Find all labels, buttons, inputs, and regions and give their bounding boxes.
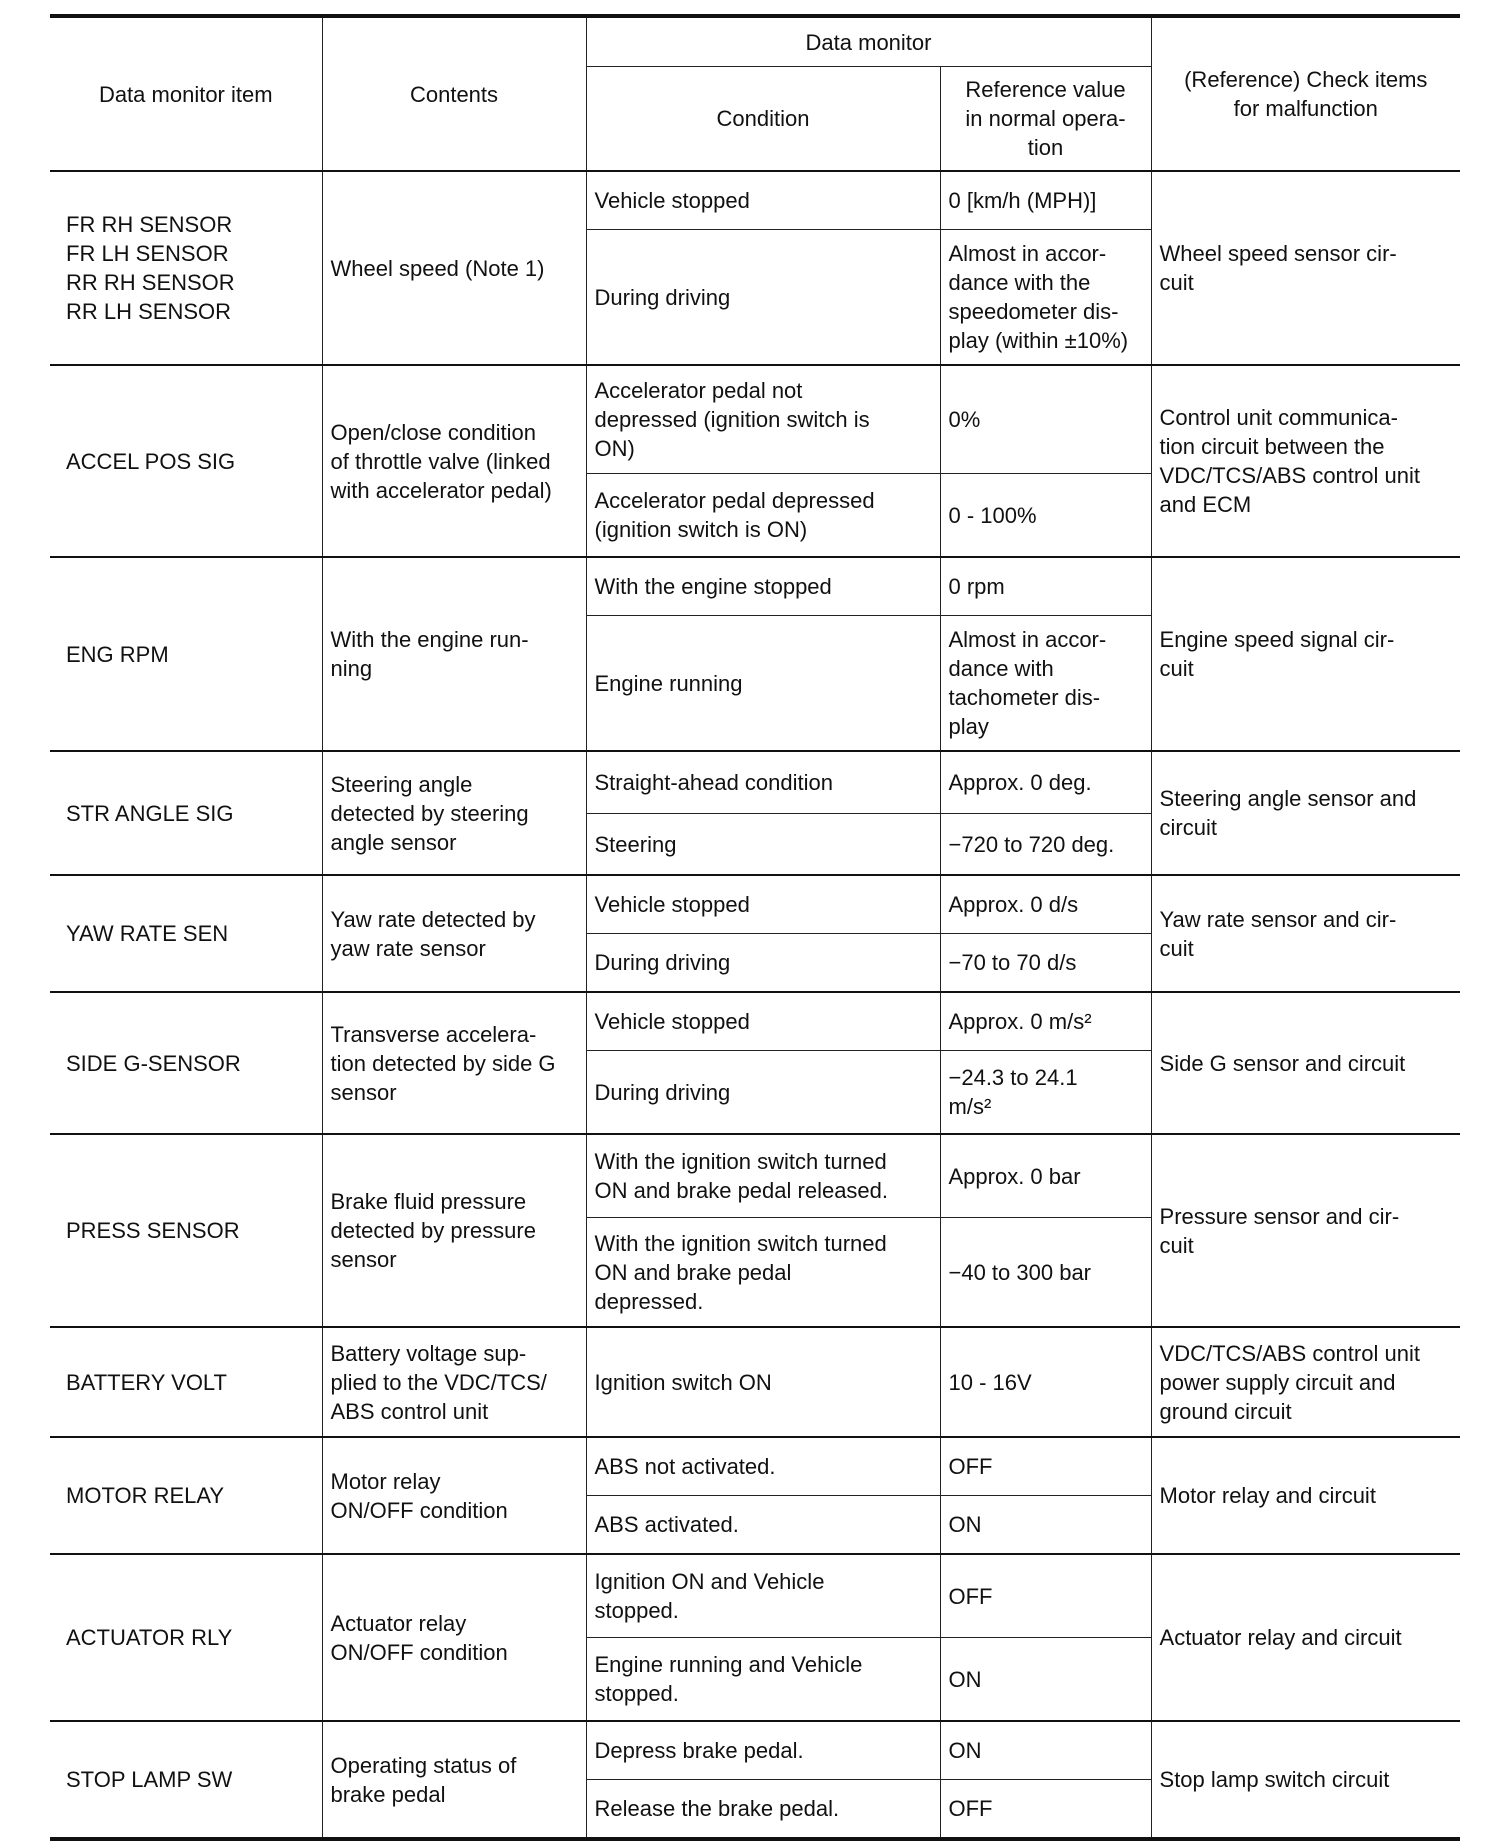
data-monitor-item-cell: FR RH SENSOR FR LH SENSOR RR RH SENSOR RR LH SENSOR [50, 171, 322, 365]
data-monitor-item-cell: ACTUATOR RLY [50, 1554, 322, 1721]
data-monitor-item-cell: YAW RATE SEN [50, 875, 322, 992]
reference-value-cell: Approx. 0 m/s² [940, 992, 1151, 1051]
header-reference-value: Reference value in normal opera- tion [940, 67, 1151, 172]
table-row [50, 875, 1460, 934]
check-items-cell: Wheel speed sensor cir- cuit [1151, 171, 1460, 365]
header-contents: Contents [322, 16, 586, 171]
contents-cell: Steering angle detected by steering angle sensor [322, 751, 586, 875]
reference-value-cell: OFF [940, 1780, 1151, 1840]
reference-value-cell: 0 - 100% [940, 474, 1151, 558]
data-monitor-item-cell: SIDE G-SENSOR [50, 992, 322, 1134]
contents-cell: Wheel speed (Note 1) [322, 171, 586, 365]
contents-cell: Battery voltage sup- plied to the VDC/TCS/ ABS control unit [322, 1327, 586, 1437]
table-row [50, 1327, 1460, 1437]
contents-cell: Motor relay ON/OFF condition [322, 1437, 586, 1554]
reference-value-cell: ON [940, 1721, 1151, 1780]
table-row [50, 365, 1460, 474]
data-monitor-item-cell: ENG RPM [50, 557, 322, 751]
reference-value-cell: 0% [940, 365, 1151, 474]
reference-value-cell: OFF [940, 1554, 1151, 1638]
reference-value-cell: −40 to 300 bar [940, 1218, 1151, 1328]
condition-cell: Accelerator pedal not depressed (ignition switch is ON) [586, 365, 940, 474]
check-items-cell: Control unit communica- tion circuit between the VDC/TCS/ABS control unit and ECM [1151, 365, 1460, 557]
condition-cell: Ignition switch ON [586, 1327, 940, 1437]
table-row [50, 1554, 1460, 1638]
reference-value-cell: ON [940, 1496, 1151, 1555]
table-row [50, 171, 1460, 230]
reference-value-cell: −70 to 70 d/s [940, 934, 1151, 993]
check-items-cell: Stop lamp switch circuit [1151, 1721, 1460, 1839]
condition-cell: With the ignition switch turned ON and brake pedal released. [586, 1134, 940, 1218]
data-monitor-item-cell: STOP LAMP SW [50, 1721, 322, 1839]
data-monitor-item-cell: PRESS SENSOR [50, 1134, 322, 1327]
reference-value-cell: 10 - 16V [940, 1327, 1151, 1437]
table-row [50, 1134, 1460, 1218]
check-items-cell: Side G sensor and circuit [1151, 992, 1460, 1134]
data-monitor-item-cell: MOTOR RELAY [50, 1437, 322, 1554]
reference-value-cell: 0 rpm [940, 557, 1151, 616]
condition-cell: Engine running and Vehicle stopped. [586, 1638, 940, 1722]
contents-cell: Open/close condition of throttle valve (linked with accelerator pedal) [322, 365, 586, 557]
reference-value-cell: −24.3 to 24.1 m/s² [940, 1051, 1151, 1135]
data-monitor-table [50, 14, 1460, 1841]
header-data-monitor: Data monitor [586, 16, 1151, 67]
header-check-items: (Reference) Check items for malfunction [1151, 16, 1460, 171]
reference-value-cell: OFF [940, 1437, 1151, 1496]
check-items-cell: Yaw rate sensor and cir- cuit [1151, 875, 1460, 992]
condition-cell: With the ignition switch turned ON and brake pedal depressed. [586, 1218, 940, 1328]
table-row [50, 1437, 1460, 1496]
header-condition: Condition [586, 67, 940, 172]
reference-value-cell: Approx. 0 deg. [940, 751, 1151, 814]
table-row [50, 557, 1460, 616]
contents-cell: Actuator relay ON/OFF condition [322, 1554, 586, 1721]
header-row-1 [50, 16, 1460, 67]
header-data-monitor-item: Data monitor item [50, 16, 322, 171]
condition-cell: Accelerator pedal depressed (ignition switch is ON) [586, 474, 940, 558]
reference-value-cell: Almost in accor- dance with tachometer dis- play [940, 616, 1151, 752]
reference-value-cell: Approx. 0 d/s [940, 875, 1151, 934]
check-items-cell: Pressure sensor and cir- cuit [1151, 1134, 1460, 1327]
check-items-cell: Steering angle sensor and circuit [1151, 751, 1460, 875]
reference-value-cell: Approx. 0 bar [940, 1134, 1151, 1218]
reference-value-cell: 0 [km/h (MPH)] [940, 171, 1151, 230]
check-items-cell: Actuator relay and circuit [1151, 1554, 1460, 1721]
condition-cell: Depress brake pedal. [586, 1721, 940, 1780]
table-row [50, 992, 1460, 1051]
data-monitor-item-cell: ACCEL POS SIG [50, 365, 322, 557]
condition-cell: During driving [586, 230, 940, 366]
condition-cell: Vehicle stopped [586, 992, 940, 1051]
condition-cell: During driving [586, 934, 940, 993]
reference-value-cell: ON [940, 1638, 1151, 1722]
check-items-cell: VDC/TCS/ABS control unit power supply circuit and ground circuit [1151, 1327, 1460, 1437]
condition-cell: During driving [586, 1051, 940, 1135]
table-row [50, 751, 1460, 814]
check-items-cell: Motor relay and circuit [1151, 1437, 1460, 1554]
data-monitor-item-cell: STR ANGLE SIG [50, 751, 322, 875]
contents-cell: Transverse accelera- tion detected by side G sensor [322, 992, 586, 1134]
data-monitor-table-sheet [50, 14, 1460, 1841]
condition-cell: Vehicle stopped [586, 171, 940, 230]
condition-cell: Engine running [586, 616, 940, 752]
condition-cell: With the engine stopped [586, 557, 940, 616]
check-items-cell: Engine speed signal cir- cuit [1151, 557, 1460, 751]
reference-value-cell: Almost in accor- dance with the speedometer dis- play (within ±10%) [940, 230, 1151, 366]
reference-value-cell: −720 to 720 deg. [940, 814, 1151, 876]
data-monitor-item-cell: BATTERY VOLT [50, 1327, 322, 1437]
contents-cell: Yaw rate detected by yaw rate sensor [322, 875, 586, 992]
condition-cell: Steering [586, 814, 940, 876]
condition-cell: Straight-ahead condition [586, 751, 940, 814]
condition-cell: Release the brake pedal. [586, 1780, 940, 1840]
table-row [50, 1721, 1460, 1780]
condition-cell: ABS activated. [586, 1496, 940, 1555]
table-body [50, 171, 1460, 1839]
contents-cell: Brake fluid pressure detected by pressure sensor [322, 1134, 586, 1327]
contents-cell: With the engine run- ning [322, 557, 586, 751]
contents-cell: Operating status of brake pedal [322, 1721, 586, 1839]
condition-cell: ABS not activated. [586, 1437, 940, 1496]
condition-cell: Vehicle stopped [586, 875, 940, 934]
condition-cell: Ignition ON and Vehicle stopped. [586, 1554, 940, 1638]
